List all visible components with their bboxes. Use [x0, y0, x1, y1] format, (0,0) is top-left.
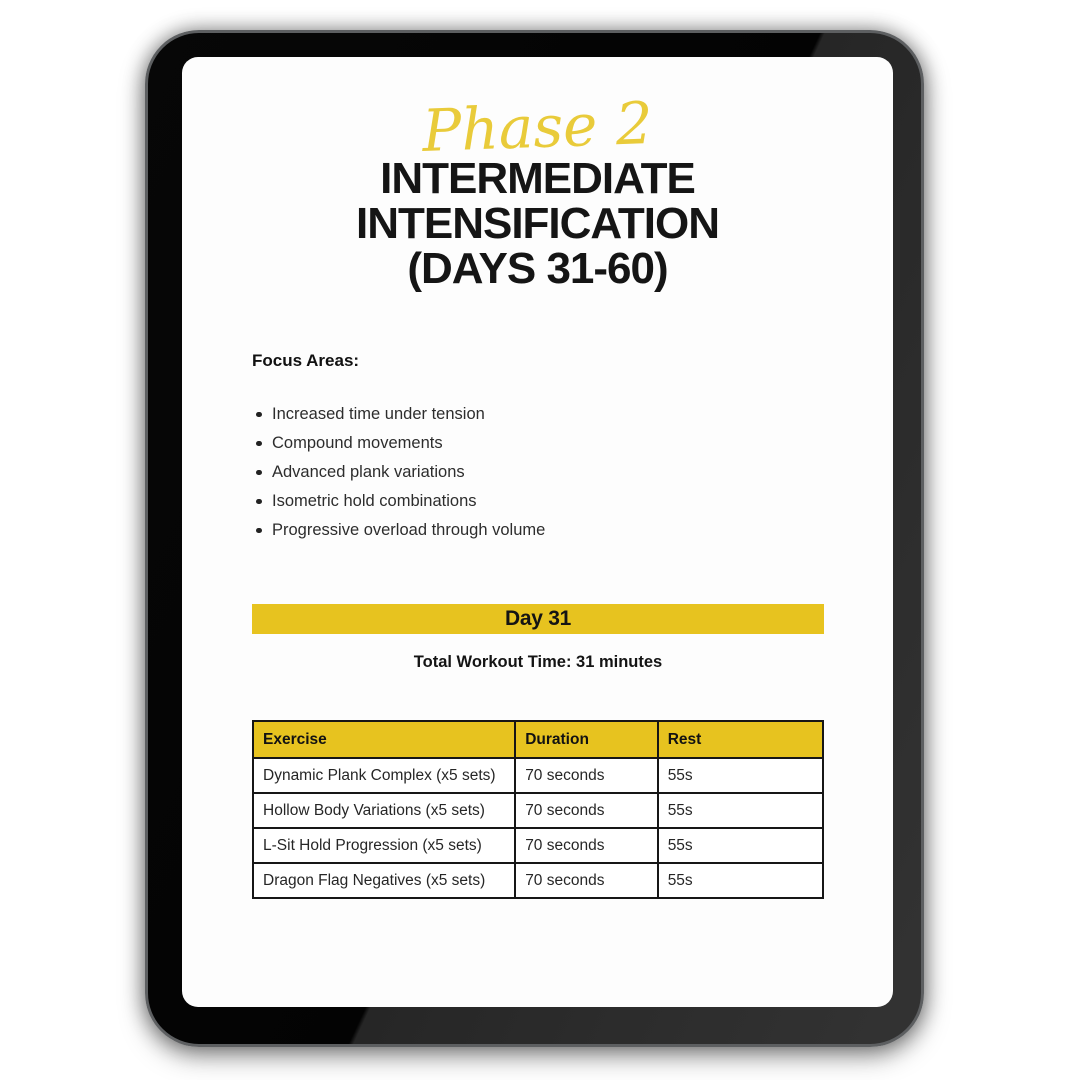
list-item: Compound movements: [252, 435, 545, 452]
cell-duration: 70 seconds: [515, 828, 658, 863]
list-item: Isometric hold combinations: [252, 493, 545, 510]
workout-table: [252, 720, 824, 899]
total-workout-time: Total Workout Time: 31 minutes: [413, 653, 663, 671]
table-header-row: [253, 721, 823, 758]
page-title-line-3: (DAYS 31-60): [407, 244, 668, 293]
table-row: [253, 863, 823, 898]
column-header-exercise: Exercise: [253, 721, 515, 758]
list-item: Increased time under tension: [252, 406, 545, 423]
cell-exercise: Hollow Body Variations (x5 sets): [253, 793, 515, 828]
cell-duration: 70 seconds: [515, 863, 658, 898]
focus-areas-list: [252, 406, 545, 551]
cell-rest: 55s: [658, 828, 823, 863]
table-row: [253, 828, 823, 863]
phase-label: Phase 2: [421, 89, 654, 166]
cell-duration: 70 seconds: [515, 758, 658, 793]
column-header-rest: Rest: [658, 721, 823, 758]
cell-rest: 55s: [658, 793, 823, 828]
tablet-device-frame: [145, 30, 924, 1047]
cell-exercise: L-Sit Hold Progression (x5 sets): [253, 828, 515, 863]
column-header-duration: Duration: [515, 721, 658, 758]
table-row: [253, 758, 823, 793]
cell-exercise: Dragon Flag Negatives (x5 sets): [253, 863, 515, 898]
list-item: Progressive overload through volume: [252, 522, 545, 539]
page-title-line-1: INTERMEDIATE: [380, 154, 695, 203]
table-row: [253, 793, 823, 828]
focus-areas-heading: Focus Areas:: [252, 351, 360, 370]
cell-rest: 55s: [658, 863, 823, 898]
day-banner: Day 31: [252, 604, 824, 634]
list-item: Advanced plank variations: [252, 464, 545, 481]
page-title-line-2: INTENSIFICATION: [355, 199, 720, 248]
cell-rest: 55s: [658, 758, 823, 793]
cell-duration: 70 seconds: [515, 793, 658, 828]
tablet-screen: [182, 57, 893, 1007]
page-title: [182, 156, 893, 291]
cell-exercise: Dynamic Plank Complex (x5 sets): [253, 758, 515, 793]
